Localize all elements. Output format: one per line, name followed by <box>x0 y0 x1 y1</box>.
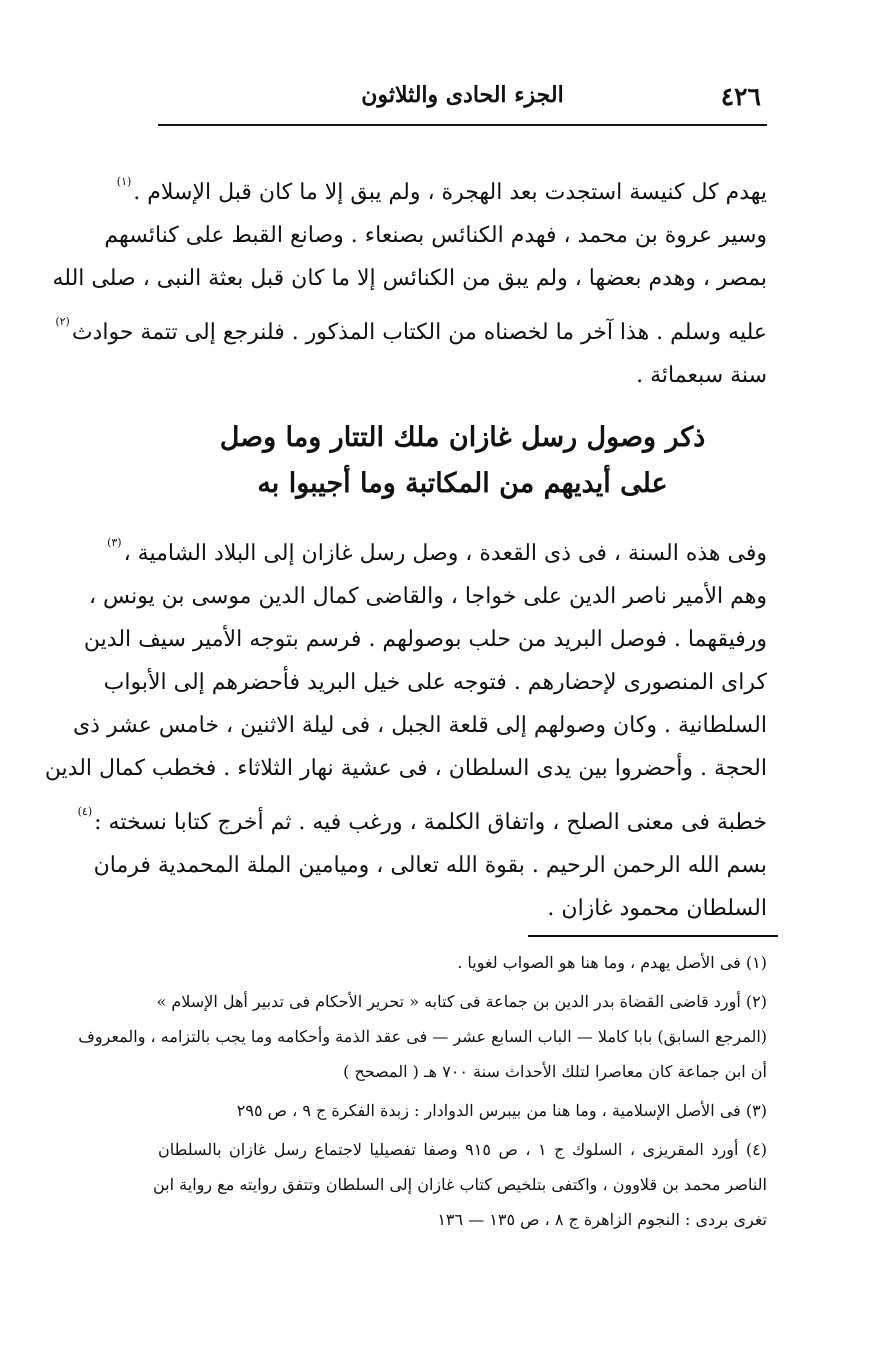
footnote-ref[interactable]: (٣) <box>107 536 122 549</box>
page-header <box>158 78 767 126</box>
footnote-1: (١) فى الأصل يهدم ، وما هنا هو الصواب لغويا . <box>457 953 767 972</box>
paragraph-line: وسير عروة بن محمد ، فهدم الكنائس بصنعاء . وصانع القبط على كنائسهم <box>104 223 767 248</box>
paragraph-line: الحجة . وأحضروا بين يدى السلطان ، فى عشية نهار الثلاثاء . فخطب كمال الدين <box>44 756 767 781</box>
paragraph-line: وفى هذه السنة ، فى ذى القعدة ، وصل رسل غازان إلى البلاد الشامية ،$^{(٣)}$ <box>107 536 767 566</box>
paragraph-line: بسم الله الرحمن الرحيم . بقوة الله تعالى ، وميامين الملة المحمدية فرمان <box>93 853 767 878</box>
paragraph-line: السلطان محمود غازان . <box>547 896 767 921</box>
footnote-4-line: تغرى بردى : النجوم الزاهرة ج ٨ ، ص ١٣٥ — ١٣٦ <box>437 1210 767 1229</box>
footnote-2-line: أن ابن جماعة كان معاصرا لتلك الأحداث سنة ٧٠٠ هـ ( المصحح ) <box>343 1062 767 1081</box>
paragraph-line: بمصر ، وهدم بعضها ، ولم يبق من الكنائس إلا ما كان قبل بعثة النبى ، صلى الله <box>52 266 767 291</box>
paragraph-line: ورفيقهما . فوصل البريد من حلب بوصولهم . فرسم بتوجه الأمير سيف الدين <box>83 627 767 652</box>
footnote-2: (٢) أورد قاضى القضاة بدر الدين بن جماعة فى كتابه « تحرير الأحكام فى تدبير أهل الإسلام » <box>156 992 767 1011</box>
paragraph-line: خطبة فى معنى الصلح ، واتفاق الكلمة ، ورغب فيه . ثم أخرج كتابا نسخته :$^{(٤)}$ <box>77 805 767 835</box>
paragraph-line: سنة سبعمائة . <box>636 363 767 388</box>
paragraph-line: وهم الأمير ناصر الدين على خواجا ، والقاضى كمال الدين موسى بن يونس ، <box>88 584 767 609</box>
footnote-divider <box>528 935 778 937</box>
footnote-ref[interactable]: (٢) <box>55 315 70 328</box>
section-heading <box>158 415 767 507</box>
footnote-ref[interactable]: (١) <box>116 175 132 188</box>
paragraph-line: عليه وسلم . هذا آخر ما لخصناه من الكتاب المذكور . فلنرجع إلى تتمة حوادث$^{(٢)}$ <box>55 315 767 345</box>
paragraph-line: يهدم كل كنيسة استجدت بعد الهجرة ، ولم يبق إلا ما كان قبل الإسلام .$^{(١)}$ <box>116 175 767 205</box>
footnote-4: (٤) أورد المقريزى ، السلوك ج ١ ، ص ٩١٥ وصفا تفصيليا لاجتماع رسل غازان بالسلطان <box>158 1140 768 1159</box>
section-heading-line: ذكر وصول رسل غازان ملك التتار وما وصل <box>219 422 706 453</box>
paragraph-line: السلطانية . وكان وصولهم إلى قلعة الجبل ، فى ليلة الاثنين ، خامس عشر ذى <box>72 713 767 738</box>
footnote-ref[interactable]: (٤) <box>77 805 93 818</box>
footnote-2-line: (المرجع السابق) بابا كاملا — الباب السابع عشر — فى عقد الذمة وأحكامه وما يجب بالتزامه ، والمعروف <box>78 1027 767 1046</box>
running-title: الجزء الحادى والثلاثون <box>361 82 564 108</box>
page-number: ٤٢٦ <box>720 82 761 111</box>
section-heading-line: على أيديهم من المكاتبة وما أجيبوا به <box>257 468 668 499</box>
paragraph-line: كراى المنصورى لإحضارهم . فتوجه على خيل البريد فأحضرهم إلى الأبواب <box>103 670 767 695</box>
footnote-4-line: الناصر محمد بن قلاوون ، واكتفى بتلخيص كتاب غازان إلى السلطان وتتفق روايته مع رواية ابن <box>153 1175 767 1194</box>
body-text <box>44 160 767 930</box>
footnotes <box>78 945 768 1237</box>
footnote-3: (٣) فى الأصل الإسلامية ، وما هنا من بيبرس الدوادار : زبدة الفكرة ج ٩ ، ص ٢٩٥ <box>236 1101 767 1120</box>
